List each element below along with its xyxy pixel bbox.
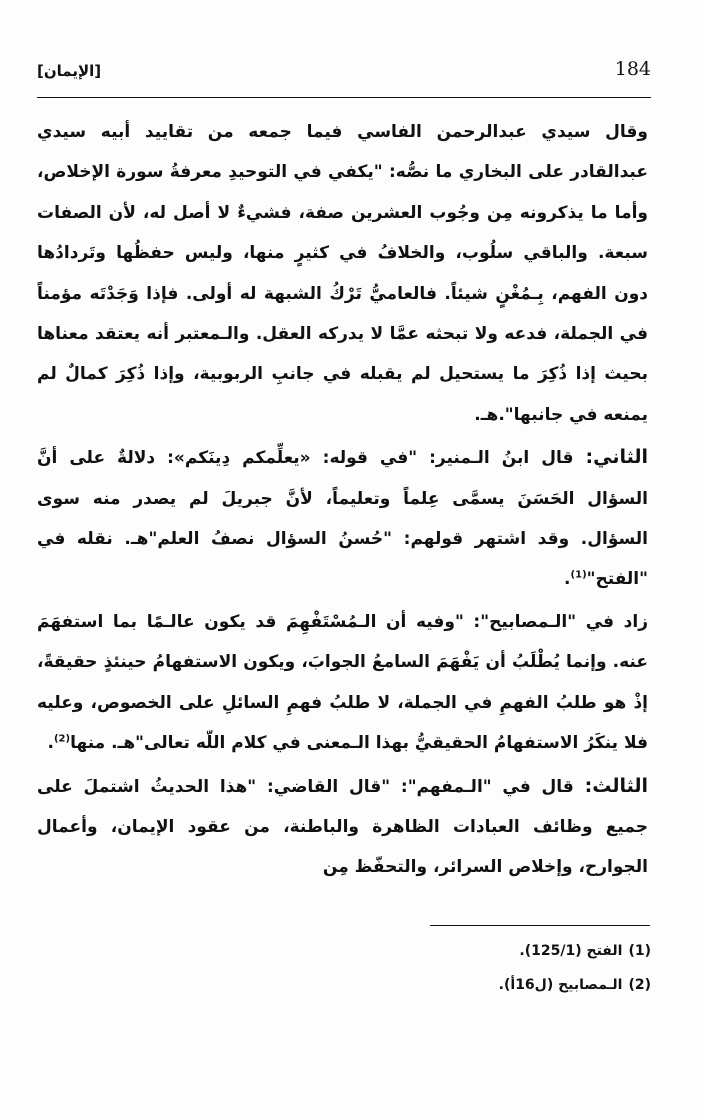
paragraph-text: قال ابنُ الـمنير: "في قوله: «يعلِّمكم دِينَكم»: دلالةٌ على أنَّ السؤال الحَسَنَ يسمَّى عِلماً وتعليماً، لأنَّ جبريلَ لم يصدر منه سوى السؤال. وقد اشتهر قولهم: "حُسنُ السؤال نصفُ العلم"هـ. نقله في "الفتح" <box>37 448 648 590</box>
paragraph: الثاني: قال ابنُ الـمنير: "في قوله: «يعلِّمكم دِينَكم»: دلالةٌ على أنَّ السؤال الحَسَنَ يسمَّى عِلماً وتعليماً، لأنَّ جبريلَ لم يصدر منه سوى السؤال. وقد اشتهر قولهم: "حُسنُ السؤال نصفُ العلم"هـ. نقله في "الفتح"$^{(1)}$. <box>37 446 648 590</box>
footnote-item <box>300 934 651 968</box>
paragraph-text: وقال سيدي عبدالرحمن الفاسي فيما جمعه من تقاييد أبيه سيدي عبدالقادر على البخاري ما نصُّه: "يكفي في التوحيدِ معرفةُ سورة الإخلاص، وأما ما يذكرونه مِن وجُوب العشرين صفة، فشيءٌ لا أصل له، لأن الصفات سبعة. والباقي سلُوب، والخلافُ في كثيرٍ منها، وليس حفظُها وتَردادُها دون الفهم، بِـمُغْنٍ شيئاً. فالعاميُّ تَرْكُ الشبهة له أولى. فإذا وَجَدْتَه مؤمناً في الجملة، فدعه ولا تبحثه عمَّا لا يدركه العقل. والـمعتبر أنه يعتقد معناها بحيث إذا ذُكِرَ ما يستحيل لم يقبله في جانبِ الربوبية، وإذا ذُكِرَ كمالٌ لم يمنعه في جانبها".هـ. <box>37 122 648 425</box>
paragraph-lead: الثاني: <box>585 446 648 469</box>
paragraph: زاد في "الـمصابيح": "وفيه أن الـمُسْتَفْهِمَ قد يكون عالـمًا بما استفهَمَ عنه. وإنما يُطْلَبُ أن يَفْهَمَ السامعُ الجوابَ، ويكون الاستفهامُ حينئذٍ حقيقةً، إذْ هو طلبُ الفهمِ في الجملة، لا طلبُ فهمِ السائلِ على الخصوص، وعليه فلا ينكَرُ الاستفهامُ الحقيقيُّ بهذا الـمعنى في كلام اللّه تعالى"هـ. منها$^{(2)}$. <box>37 611 648 754</box>
paragraph-text: قال في "الـمفهم": "قال القاضي: "هذا الحديثُ اشتملَ على جميع وظائف العبادات الظاهرة والباطنة، من عقود الإيمان، وأعمال الجوارح، وإخلاص السرائر، والتحفّظ مِن <box>37 776 648 878</box>
main-text <box>37 112 648 890</box>
paragraph <box>37 112 648 435</box>
header-divider <box>37 97 651 98</box>
footnote-number: (1) <box>628 943 651 959</box>
paragraph-text: زاد في "الـمصابيح": "وفيه أن الـمُسْتَفْهِمَ قد يكون عالـمًا بما استفهَمَ عنه. وإنما يُطْلَبُ أن يَفْهَمَ السامعُ الجوابَ، ويكون الاستفهامُ حينئذٍ حقيقةً، إذْ هو طلبُ الفهمِ في الجملة، لا طلبُ فهمِ السائلِ على الخصوص، وعليه فلا ينكَرُ الاستفهامُ الحقيقيُّ بهذا الـمعنى في كلام اللّه تعالى"هـ. منها <box>37 611 648 754</box>
footnote-ref: (2) <box>53 733 71 745</box>
running-title: [الإيمان] <box>37 62 102 80</box>
footnotes <box>300 934 651 1002</box>
page-header <box>37 56 651 96</box>
footnote-text: الفتح (125/1). <box>519 943 623 959</box>
footnote-item <box>300 968 651 1002</box>
footnote-number: (2) <box>628 977 651 993</box>
paragraph <box>37 766 648 888</box>
footnote-ref: (1) <box>570 569 587 581</box>
footnote-text: الـمصابيح (ل16أ). <box>498 977 623 993</box>
paragraph-lead: الثالث: <box>584 774 648 797</box>
page-number: 184 <box>614 58 651 80</box>
footnote-divider <box>430 925 650 926</box>
